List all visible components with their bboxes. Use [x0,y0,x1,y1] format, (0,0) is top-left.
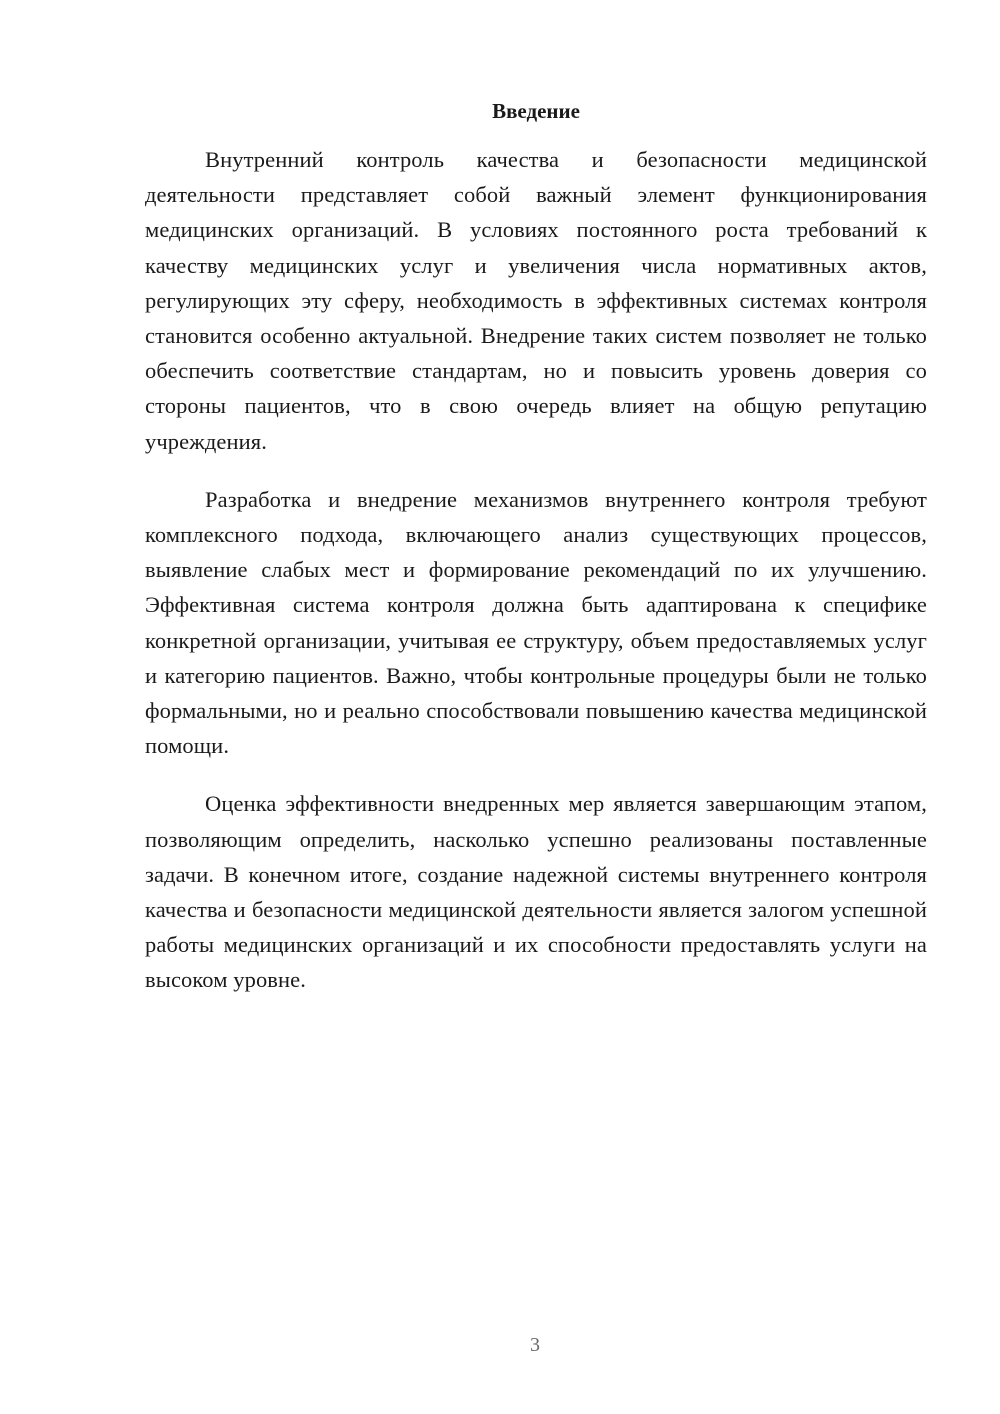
page-number: 3 [530,1334,540,1356]
body-text [145,142,927,1021]
paragraph-2: Разработка и внедрение механизмов внутреннего контроля требуют комплексного подхода, включающего анализ существующих процессов, выявление слабых мест и формирование рекомендаций по их улучшению. Эффективная система контроля должна быть адаптирована к специфике конкретной организации, учитывая ее структуру, объем предоставляемых услуг и категорию пациентов. Важно, чтобы контрольные процедуры были не только формальными, но и реально способствовали повышению качества медицинской помощи. [145,486,927,759]
paragraph-3: Оценка эффективности внедренных мер является завершающим этапом, позволяющим определить, насколько успешно реализованы поставленные задачи. В конечном итоге, создание надежной системы внутреннего контроля качества и безопасности медицинской деятельности является залогом успешной работы медицинских организаций и их способности предоставлять услуги на высоком уровне. [145,791,927,993]
paragraph-1: Внутренний контроль качества и безопасности медицинской деятельности представляет собой важный элемент функционирования медицинских организаций. В условиях постоянного роста требований к качеству медицинских услуг и увеличения числа нормативных актов, регулирующих эту сферу, необходимость в эффективных системах контроля становится особенно актуальной. Внедрение таких систем позволяет не только обеспечить соответствие стандартам, но и повысить уровень доверия со стороны пациентов, что в свою очередь влияет на общую репутацию учреждения. [145,147,927,454]
section-heading: Введение [492,99,580,123]
